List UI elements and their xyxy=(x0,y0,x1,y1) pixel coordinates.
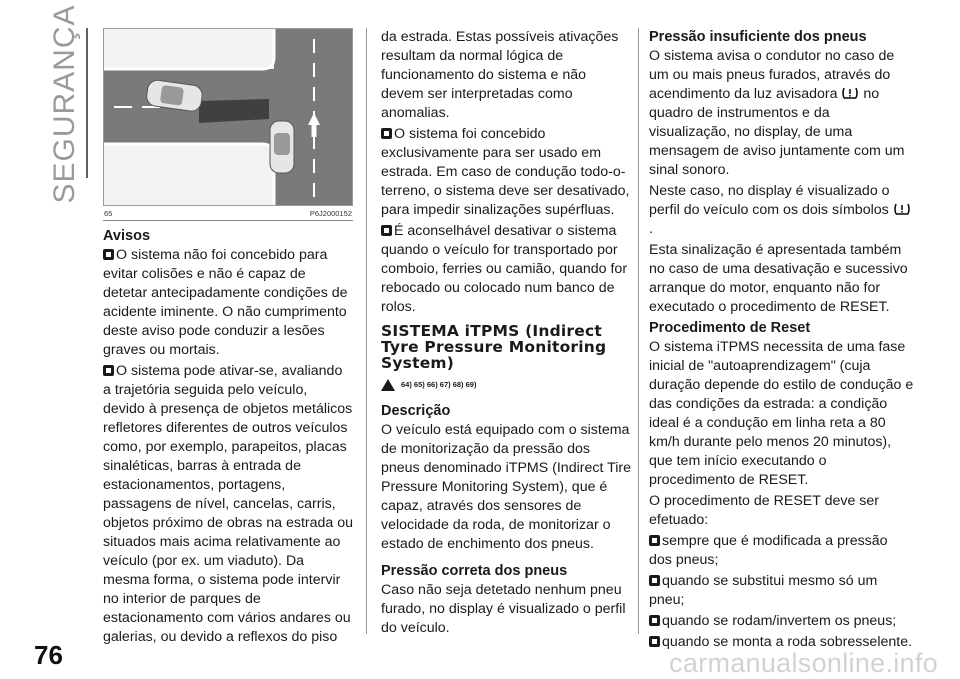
bullet-text: quando se substitui mesmo só um pneu; xyxy=(649,573,878,608)
bullet-text: O sistema não foi concebido para evitar colisões e não é capaz de detetar antecipadamente condições de acidente iminente. O não cumprimento deste aviso pode conduzir a lesões graves ou mortais. xyxy=(103,247,348,358)
tyre-pressure-warning-icon xyxy=(893,202,911,216)
bullet-icon xyxy=(649,535,660,546)
paragraph xyxy=(649,47,914,180)
warning-references xyxy=(381,375,631,394)
list-item xyxy=(103,362,353,647)
bullet-icon xyxy=(381,128,392,139)
continued-text: da estrada. Estas possíveis ativações resultam da normal lógica de funcionamento do sistema e não devem ser interpretadas como anomalias. xyxy=(381,29,619,121)
descricao-heading: Descrição xyxy=(381,403,451,419)
reset-heading: Procedimento de Reset xyxy=(649,320,811,336)
section-side-tab xyxy=(48,4,82,204)
bullet-text: quando se rodam/invertem os pneus; xyxy=(662,613,897,629)
paragraph-text: no quadro de instrumentos e da visualização, no display, de uma mensagem de aviso juntamente com um sinal sonoro. xyxy=(649,86,905,178)
pressao-correta-text: Caso não seja detetado nenhum pneu furado, no display é visualizado o perfil do veículo. xyxy=(381,582,626,636)
page-number: 76 xyxy=(34,640,63,670)
figure-caption xyxy=(103,208,353,221)
column-divider xyxy=(366,28,367,634)
avisos-heading: Avisos xyxy=(103,228,151,244)
paragraph: O sistema iTPMS necessita de uma fase inicial de "autoaprendizagem" (cuja duração depende do estilo de condução e das condições da estrada: a condição ideal é a condução em linha reta a 80 km/h durante pelo menos 20 minutos), que tem início executando o procedimento de RESET. xyxy=(649,339,914,488)
paragraph-text: Neste caso, no display é visualizado o perfil do veículo com os dois símbolos xyxy=(649,183,890,218)
paragraph-text: O sistema avisa o condutor no caso de um ou mais pneus furados, através do acendimento da luz avisadora xyxy=(649,48,895,102)
list-item xyxy=(381,125,631,220)
bullet-icon xyxy=(649,575,660,586)
paragraph: O procedimento de RESET deve ser efetuado: xyxy=(649,493,880,528)
list-item xyxy=(649,572,914,610)
list-item xyxy=(649,612,914,631)
list-item xyxy=(649,532,914,570)
column-divider xyxy=(638,28,639,634)
list-item xyxy=(103,246,353,360)
pressao-correta-heading: Pressão correta dos pneus xyxy=(381,563,568,579)
paragraph: Esta sinalização é apresentada também no caso de uma desativação e sucessivo arranque do motor, enquanto não for executado o procedimento de RESET. xyxy=(649,242,908,315)
road-scene-illustration xyxy=(104,29,352,205)
paragraph xyxy=(649,182,914,239)
side-tab-rule xyxy=(86,28,88,178)
figure-code: P6J2000152 xyxy=(309,209,352,218)
figure-illustration xyxy=(103,28,353,206)
section-side-tab-label: SEGURANÇA xyxy=(48,4,81,204)
paragraph-text: . xyxy=(649,221,653,237)
column-2 xyxy=(381,28,631,640)
warning-triangle-icon xyxy=(381,379,395,391)
descricao-text: O veículo está equipado com o sistema de monitorização da pressão dos pneus denominado iTPMS (Indirect Tire Pressure Monitoring System), que é capaz, através dos sensores de velocidade da roda, de monitorizar o estado de enchimento dos pneus. xyxy=(381,422,631,552)
column-1 xyxy=(103,28,353,649)
bullet-text: É aconselhável desativar o sistema quando o veículo for transportado por comboio, ferries ou camião, quando for rebocado ou colocado num banco de rolos. xyxy=(381,223,628,315)
bullet-icon xyxy=(649,615,660,626)
bullet-icon xyxy=(103,249,114,260)
pressao-insuficiente-heading: Pressão insuficiente dos pneus xyxy=(649,29,867,45)
warning-refs-text: 64) 65) 66) 67) 68) 69) xyxy=(401,380,477,389)
watermark: carmanualsonline.info xyxy=(669,648,938,678)
bullet-icon xyxy=(381,225,392,236)
bullet-text: O sistema foi concebido exclusivamente para ser usado em estrada. Em caso de condução todo-o-terreno, o sistema deve ser desativado, para impedir sinalizações supérfluas. xyxy=(381,126,630,218)
list-item xyxy=(381,222,631,317)
bullet-text: O sistema pode ativar-se, avaliando a trajetória seguida pelo veículo, devido à presença de objetos metálicos refletores diferentes de outros veículos como, por exemplo, parapeitos, placas sinaléticas, barras à entrada de estacionamentos, portagens, passagens de nível, cancelas, carris, objetos próximo de obras na estrada ou situados mais acima relativamente ao veículo (por ex. um viaduto). Da mesma forma, o sistema pode intervir no interior de parques de estacionamento com vários andares ou galerias, ou devido a reflexos do piso xyxy=(103,363,354,645)
column-3 xyxy=(649,28,914,654)
bullet-text: quando se monta a roda sobresselente. xyxy=(662,634,913,650)
tyre-pressure-warning-icon xyxy=(841,86,859,100)
section-title: SISTEMA iTPMS (Indirect Tyre Pressure Monitoring System) xyxy=(381,322,607,372)
bullet-icon xyxy=(649,636,660,647)
bullet-icon xyxy=(103,365,114,376)
figure-number: 65 xyxy=(104,209,113,218)
bullet-text: sempre que é modificada a pressão dos pneus; xyxy=(649,533,888,568)
